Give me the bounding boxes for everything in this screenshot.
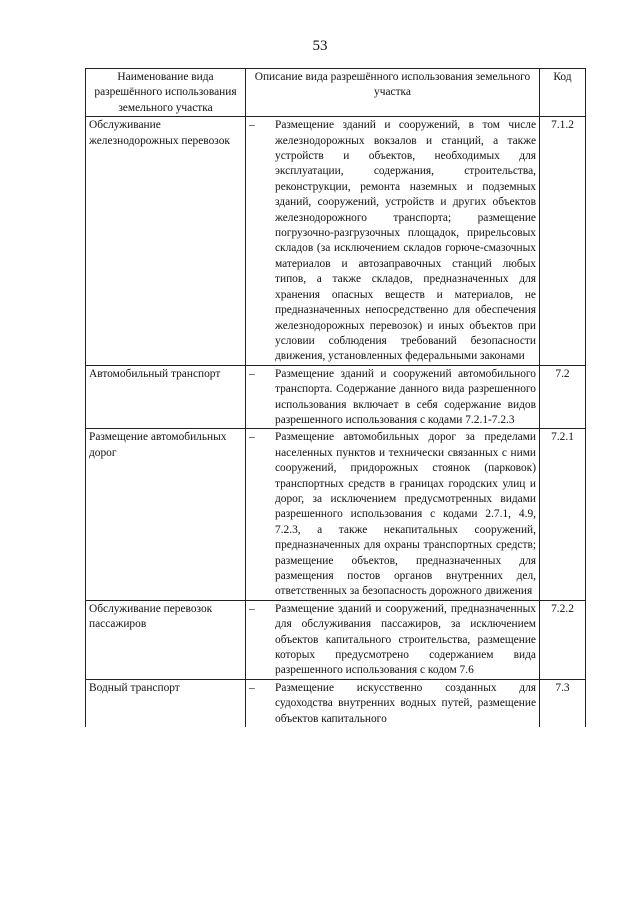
row-description: Размещение зданий и сооружений автомобильного транспорта. Содержание данного вида разрешенного использования включает в себя содержание видов разрешенного использования с кодами 7.2.1-7.2.3 xyxy=(275,367,536,426)
table-row xyxy=(86,429,586,600)
row-code: 7.2.2 xyxy=(540,600,586,679)
row-description: Размещение искусственно созданных для судоходства внутренних водных путей, размещение объектов капитального xyxy=(275,681,536,725)
table-row xyxy=(86,600,586,679)
row-description-cell xyxy=(246,679,540,727)
row-name: Водный транспорт xyxy=(86,679,246,727)
row-name: Обслуживание железнодорожных перевозок xyxy=(86,117,246,366)
row-description: Размещение автомобильных дорог за пределами населенных пунктов и технически связанных с ними сооружений, придорожных стоянок (парковок) транспортных средств в границах городских улиц и дорог, за исключением предусмотренных видами разрешенного использования с кодами 2.7.1, 4.9, 7.2.3, а также некапитальных сооружений, предназначенных для охраны транспортных средств; размещение объектов, предназначенных для размещения постов органов внутренних дел, ответственных за безопасность дорожного движения xyxy=(275,431,536,598)
header-code: Код xyxy=(540,69,586,117)
row-name: Обслуживание перевозок пассажиров xyxy=(86,600,246,679)
dash-marker: – xyxy=(249,431,255,444)
row-code: 7.2 xyxy=(540,365,586,429)
row-description: Размещение зданий и сооружений, в том числе железнодорожных вокзалов и станций, а также устройств и объектов, необходимых для эксплуатации, содержания, строительства, реконструкции, ремонта наземных и подземных зданий, сооружений, устройств и других объектов железнодорожного транспорта; размещение погрузочно-разгрузочных площадок, прирельсовых складов (за исключением складов горюче-смазочных материалов и автозаправочных станций любых типов, а также складов, предназначенных для хранения опасных веществ и материалов, не предназначенных непосредственно для обеспечения железнодорожных перевозок) и иных объектов при условии соблюдения требований безопасности движения, установленных федеральными законами xyxy=(275,119,536,363)
row-name: Автомобильный транспорт xyxy=(86,365,246,429)
row-description-cell xyxy=(246,600,540,679)
land-use-table xyxy=(85,68,586,727)
row-description: Размещение зданий и сооружений, предназначенных для обслуживания пассажиров, за исключением объектов капитального строительства, размещение которых предусмотрено содержанием вида разрешенного использования с кодом 7.6 xyxy=(275,602,536,677)
dash-marker: – xyxy=(249,367,255,380)
row-description-cell xyxy=(246,365,540,429)
page-number: 53 xyxy=(312,38,328,54)
table-row xyxy=(86,365,586,429)
table-row xyxy=(86,679,586,727)
dash-marker: – xyxy=(249,602,255,615)
header-name: Наименование вида разрешённого использования земельного участка xyxy=(86,69,246,117)
row-code: 7.2.1 xyxy=(540,429,586,600)
table-row xyxy=(86,117,586,366)
table-header-row xyxy=(86,69,586,117)
row-code: 7.1.2 xyxy=(540,117,586,366)
row-code: 7.3 xyxy=(540,679,586,727)
dash-marker: – xyxy=(249,119,255,132)
row-name: Размещение автомобильных дорог xyxy=(86,429,246,600)
header-description: Описание вида разрешённого использования земельного участка xyxy=(246,69,540,117)
dash-marker: – xyxy=(249,681,255,694)
row-description-cell xyxy=(246,117,540,366)
row-description-cell xyxy=(246,429,540,600)
